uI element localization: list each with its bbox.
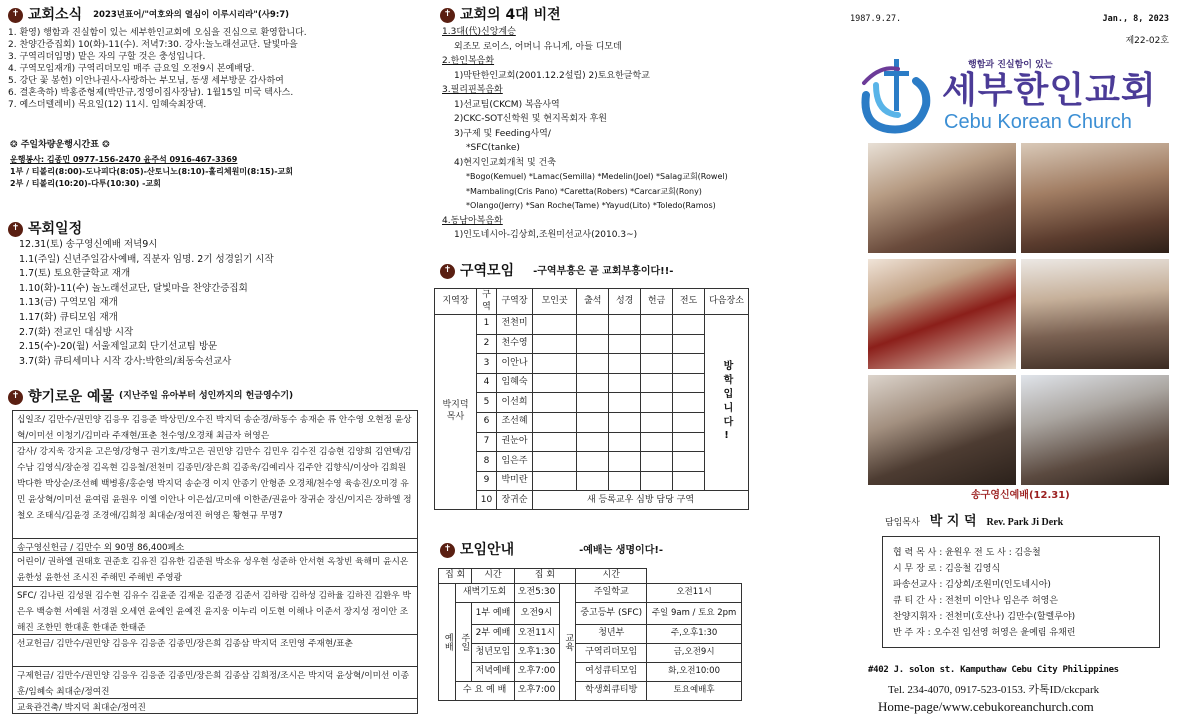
table-row: [435, 334, 749, 354]
offering-row: 구제헌금/ 김만수/권민양 김응우 김응준 김종민/장은희 김종삼 김희정/조시은 박지덕 윤상혁/이미선 이종훈/임혜숙 최대순/정여진: [13, 667, 417, 699]
district-empty-cell: [641, 315, 673, 335]
district-empty-cell: [673, 373, 705, 393]
cross-bullet-icon: ✝: [8, 222, 23, 237]
news-title: 교회소식: [28, 7, 83, 23]
table-row: [435, 491, 749, 510]
meet-name: 저녁예배: [472, 663, 514, 682]
district-empty-cell: [533, 354, 577, 374]
district-empty-cell: [641, 373, 673, 393]
district-empty-cell: [641, 452, 673, 472]
district-header-cell: 성경: [609, 289, 641, 315]
phone: Tel. 234-4070, 0917-523-0153. 카톡ID/ckcpark: [888, 684, 1100, 696]
vision-line: 4)현지인교회개척 및 건축: [454, 157, 556, 168]
worship-label: 예배: [439, 584, 456, 701]
table-row: [435, 452, 749, 472]
offering-row: 십일조/ 김만수/권민양 김응우 김응준 박상민/오수진 박지덕 송순경/하동수 송재순 류 안수영 오현정 윤상혁/이미선 이청기/김미라 주재현/표춘 천수영/오경채 최금자 허영은: [13, 411, 417, 443]
meet-header: 시간: [576, 569, 647, 584]
car-icon: ❂: [102, 140, 110, 150]
meetings-table: [438, 568, 742, 701]
vision-list: [442, 25, 837, 243]
issue-date: Jan., 8, 2023: [1102, 14, 1169, 24]
district-empty-cell: [609, 471, 641, 491]
district-header-cell: 전도: [673, 289, 705, 315]
district-empty-cell: [609, 393, 641, 413]
offering-row: 송구영신헌금 / 김만수 외 90명 86,400페소: [13, 539, 417, 553]
pastor-name: 박 지 덕: [929, 514, 977, 529]
district-empty-cell: [577, 412, 609, 432]
meet-time: 오전11시: [514, 625, 559, 644]
vision-line: 3.필리핀복음화: [442, 85, 503, 95]
district-empty-cell: [609, 334, 641, 354]
meet-name: 청년부: [576, 625, 647, 644]
district-empty-cell: [609, 373, 641, 393]
district-empty-cell: [641, 354, 673, 374]
table-row: [435, 432, 749, 452]
district-slogan: -구역부흥은 곧 교회부흥이다!!-: [533, 265, 674, 277]
district-empty-cell: [673, 354, 705, 374]
district-empty-cell: [641, 334, 673, 354]
district-empty-cell: [533, 452, 577, 472]
table-row: [439, 625, 742, 644]
district-empty-cell: [609, 452, 641, 472]
district-leader-name: 이선희: [497, 393, 533, 413]
district-leader-name: 조선혜: [497, 412, 533, 432]
meet-time: 오전11시: [647, 584, 742, 603]
staff-line: 시 무 장 로 : 김응철 김영식: [893, 564, 1001, 574]
motto: 2023년표어/"여호와의 열심이 이루시리라"(사9:7): [93, 9, 290, 20]
pastor-line: [885, 514, 1063, 531]
church-name-en: Cebu Korean Church: [944, 111, 1132, 133]
schedule-header: [8, 220, 82, 238]
meet-time: 주일 9am / 토요 2pm: [647, 603, 742, 625]
district-no: 8: [477, 452, 497, 472]
district-no: 3: [477, 354, 497, 374]
vehicle-line: 2부 / 티볼리(10:20)-다투(10:30) -교회: [10, 179, 161, 188]
vehicle-line: 1부 / 티볼리(8:00)-도나피다(8:05)-산토니노(8:10)-훌리체원미(8:15)-교회: [10, 167, 294, 176]
district-header: [440, 262, 673, 280]
table-row: [435, 354, 749, 374]
table-row: [435, 373, 749, 393]
district-title: 구역모임: [460, 263, 515, 279]
district-no: 2: [477, 334, 497, 354]
vehicle-header: [10, 140, 110, 152]
table-row: [439, 584, 742, 603]
worship-photo-4: [1021, 259, 1169, 369]
meet-header: 집 회: [439, 569, 472, 584]
district-leader-name: 임은주: [497, 452, 533, 472]
table-row: [435, 471, 749, 491]
district-empty-cell: [533, 432, 577, 452]
district-leader-name: 권눈아: [497, 432, 533, 452]
edu-label: 교육: [559, 584, 576, 701]
district-empty-cell: [673, 432, 705, 452]
middle-column: [432, 0, 837, 723]
schedule-item: 1.13(금) 구역모임 재개: [19, 297, 118, 309]
vision-line: 1)막탄한인교회(2001.12.2설립) 2)토요한글학교: [454, 70, 650, 81]
vacation-notice: 방학입니다!: [705, 315, 749, 491]
district-empty-cell: [641, 412, 673, 432]
district-header-cell: 구역: [477, 289, 497, 315]
meet-name: 구역리더모임: [576, 644, 647, 663]
district-empty-cell: [577, 334, 609, 354]
district-empty-cell: [577, 373, 609, 393]
sunday-label: 주일: [455, 603, 472, 682]
issue-number: 제22-02호: [1125, 36, 1169, 46]
worship-photo-6: [1021, 375, 1169, 485]
meet-name: 주일학교: [576, 584, 647, 603]
district-empty-cell: [577, 432, 609, 452]
district-no: 4: [477, 373, 497, 393]
pastor-name-en: Rev. Park Ji Derk: [986, 517, 1064, 528]
district-empty-cell: [673, 471, 705, 491]
offering-row: 감사/ 강지욱 강지윤 고은영/강형구 권기호/박고은 권민양 김만수 김민우 김수진 김승현 김양희 김연택/김수남 김영식/장순정 김옥현 김응철/전천미 김종민/장은희 김종욱/김예리사 김주안 김향식/이상아 김희원 박다한 박상순/조선혜 백병흥/홍순영 박지덕 송순경 이지 안종기 안형준 오경채/천수영 육송진/오미경 유민 윤상혁/이미선 윤여림 윤원우 이엘 이안나 이은섭/고미애 이한준/권윤아 장귀순 장신/이지은 장하엘 정철오 조태식/김윤경 조경애/김희정 최대순/정여진 허영은 황현규 무명7: [13, 443, 417, 539]
vision-line: 3)구제 및 Feeding사역/: [454, 128, 551, 139]
meet-time: 화,오전10:00: [647, 663, 742, 682]
district-leader-name: 천수영: [497, 334, 533, 354]
district-empty-cell: [533, 412, 577, 432]
meetings-header: [440, 541, 663, 559]
district-no: 7: [477, 432, 497, 452]
cross-bullet-icon: ✝: [440, 543, 455, 558]
cross-bullet-icon: ✝: [440, 264, 455, 279]
meet-name: 1부 예배: [472, 603, 514, 625]
cross-bullet-icon: ✝: [440, 8, 455, 23]
district-empty-cell: [673, 452, 705, 472]
district-header-cell: 지역장: [435, 289, 477, 315]
district-empty-cell: [673, 393, 705, 413]
offering-row: 선교헌금/ 김만수/권민양 김응우 김응준 김종민/장은희 김종삼 박지덕 조민영 주재현/표춘: [13, 635, 417, 667]
meet-name: 수 요 예 배: [455, 682, 514, 701]
district-no: 9: [477, 471, 497, 491]
meetings-slogan: -예배는 생명이다!-: [579, 544, 664, 556]
meet-header: 집 회: [514, 569, 576, 584]
district-empty-cell: [609, 432, 641, 452]
church-name-ko: 세부한인교회: [942, 70, 1157, 111]
district-leader-name: 임혜숙: [497, 373, 533, 393]
news-item: 3. 구역리더임명) 맡은 자의 구할 것은 충성입니다.: [8, 52, 206, 62]
district-header-cell: 다음장소: [705, 289, 749, 315]
vision-title: 교회의 4대 비젼: [460, 7, 561, 23]
news-item: 6. 결혼축하) 박홍준형제(박만규,정영이집사장남). 1월15일 미국 텍사스.: [8, 88, 294, 98]
district-no: 5: [477, 393, 497, 413]
cross-bullet-icon: ✝: [8, 390, 23, 405]
district-empty-cell: [609, 315, 641, 335]
district-leader-name: 이안나: [497, 354, 533, 374]
vision-line: *Olango(Jerry) *San Roche(Tame) *Yayud(Lito) *Toledo(Ramos): [466, 201, 716, 210]
vision-line: 2.한인복음화: [442, 56, 495, 66]
staff-line: 찬양지휘자 : 전천미(호산나) 김만수(할렐루야): [893, 612, 1076, 622]
table-row: [435, 315, 749, 335]
district-table: [434, 288, 749, 510]
vision-line: *Bogo(Kemuel) *Lamac(Semilla) *Medelin(Joel) *Salag교회(Rowel): [466, 172, 728, 181]
offering-row: 어린이/ 권하엘 권태호 권준호 김유진 김유한 김준원 박소유 성우현 성준하 안서현 옥창빈 육해미 윤시온 윤한성 윤한선 조시진 주해민 주해빈 주영광: [13, 553, 417, 587]
schedule-item: 1.10(화)-11(수) 놀노래선교단, 달빛마을 찬양간증집회: [19, 282, 248, 294]
church-tagline: 행함과 진실함이 있는: [968, 60, 1053, 70]
district-leader: 박지덕 목사: [435, 315, 477, 510]
district-leader-name: 장귀순: [497, 491, 533, 510]
district-no: 10: [477, 491, 497, 510]
meet-time: 오전9시: [514, 603, 559, 625]
vehicle-title: 주일차량운행시간표: [20, 140, 99, 150]
schedule-item: 1.7(토) 토요한글학교 재개: [19, 268, 131, 280]
schedule-item: 2.15(수)-20(월) 서울제일교회 단기선교팀 방문: [19, 341, 218, 353]
district-leader-name: 박미란: [497, 471, 533, 491]
table-row: [435, 412, 749, 432]
vision-line: 2)CKC-SOT신학원 및 현지목회자 후원: [454, 114, 607, 124]
founded-date: 1987.9.27.: [850, 14, 902, 24]
staff-line: 협 력 목 사 : 윤원우 전 도 사 : 김응철: [893, 548, 1041, 558]
district-empty-cell: [577, 315, 609, 335]
meet-name: 2부 예배: [472, 625, 514, 644]
district-empty-cell: [533, 334, 577, 354]
worship-photo-1: [868, 143, 1016, 253]
website-link[interactable]: Home-page/www.cebukoreanchurch.com: [878, 699, 1094, 714]
vision-line: 1.3대(代)신앙계승: [442, 27, 516, 37]
vehicle-list: [10, 154, 420, 190]
meet-time: 오전5:30: [514, 584, 559, 603]
pastor-label: 담임목사: [885, 518, 920, 528]
worship-photo-3: [868, 259, 1016, 369]
schedule-list: [19, 238, 419, 369]
right-column: [850, 0, 1177, 723]
district-header-cell: 헌금: [641, 289, 673, 315]
news-header: [8, 6, 289, 24]
meet-time: 주,오후1:30: [647, 625, 742, 644]
district-empty-cell: [673, 412, 705, 432]
offering-box: [12, 410, 418, 714]
news-item: 1. 환영) 행함과 진실함이 있는 세부한인교회에 오심을 진심으로 환영합니다.: [8, 28, 307, 38]
staff-line: 큐 티 간 사 : 전천미 이안나 임은주 허영은: [893, 596, 1059, 606]
meet-time: 오후7:00: [514, 682, 559, 701]
worship-photo-2: [1021, 143, 1169, 253]
district-empty-cell: [641, 471, 673, 491]
offering-row: 교육관건축/ 박지덕 최대순/정여진: [17, 703, 146, 713]
meet-time: 토요예배후: [647, 682, 742, 701]
district-empty-cell: [641, 432, 673, 452]
district-empty-cell: [577, 452, 609, 472]
church-logo-icon: [858, 55, 936, 135]
table-row: [439, 603, 742, 625]
meet-name: 학생회큐티방: [576, 682, 647, 701]
district-empty-cell: [609, 412, 641, 432]
vision-line: *SFC(tanke): [466, 143, 520, 153]
staff-line: 반 주 자 : 오수진 임선영 허영은 윤예림 유채린: [893, 628, 1076, 638]
schedule-item: 12.31(토) 송구영신예배 저녁9시: [19, 239, 158, 250]
table-row: [435, 393, 749, 413]
offering-header: [8, 388, 293, 406]
vision-line: 1)인도네시아-김상희,조원미선교사(2010.3~): [454, 230, 638, 240]
meet-time: 오후1:30: [514, 644, 559, 663]
schedule-item: 2.7(화) 전교인 대심방 시작: [19, 326, 134, 338]
offering-subtitle: (지난주일 유아부터 성인까지의 헌금영수기): [119, 391, 294, 402]
vehicle-line: 운행봉사: 김종민 0977-156-2470 윤주석 0916-467-3369: [10, 155, 238, 164]
district-empty-cell: [609, 354, 641, 374]
schedule-item: 3.7(화) 큐티세미나 시작 강사:박한의/최동숙선교사: [19, 355, 232, 367]
vision-line: 외조모 로이스, 어머니 유니게, 아들 디모데: [454, 41, 622, 52]
staff-line: 파송선교사 : 김상희/조원미(인도네시아): [893, 580, 1051, 590]
meet-name: 청년모임: [472, 644, 514, 663]
cross-bullet-icon: ✝: [8, 8, 23, 23]
district-empty-cell: [577, 393, 609, 413]
photo-caption: 송구영신예배(12.31): [971, 490, 1070, 501]
district-empty-cell: [533, 393, 577, 413]
vision-line: 1)선교팀(CKCM) 복음사역: [454, 99, 560, 110]
district-no: 6: [477, 412, 497, 432]
district-empty-cell: [673, 334, 705, 354]
address: #402 J. solon st. Kamputhaw Cebu City Philippines: [868, 665, 1119, 675]
district-empty-cell: [641, 393, 673, 413]
offering-row: SFC/ 김나린 김성원 김수현 김유수 김윤준 김재운 김준경 김준서 김하랑 김하성 김하율 김하진 김환우 박은우 백승현 서예원 서경원 오세연 윤예인 윤예진 윤지웅 이누리 이도현 이해나 이준서 장지성 정이안 조해진 조한민 한대훈 한대준 한태준: [13, 587, 417, 635]
news-item: 4. 구역모임재개) 구역리더모임 매주 금요일 오전9시 본예배당.: [8, 64, 255, 74]
schedule-title: 목회일정: [28, 221, 83, 237]
table-row: [439, 682, 742, 701]
district-empty-cell: [577, 471, 609, 491]
district-header-cell: 출석: [577, 289, 609, 315]
vision-line: 4.동남아복음화: [442, 215, 503, 226]
car-icon: ❂: [10, 140, 18, 150]
meet-name: 여성큐티모임: [576, 663, 647, 682]
schedule-item: 1.1(주일) 신년주일감사예배, 직분자 임명. 2기 성경읽기 시작: [19, 253, 274, 265]
vision-line: *Mambaling(Cris Pano) *Caretta(Robers) *Carcar교회(Rony): [466, 186, 702, 196]
district-empty-cell: [533, 373, 577, 393]
news-item: 2. 찬양간증집회) 10(화)-11(수). 저녁7:30. 강사:놀노래선교단. 달빛마을: [8, 40, 298, 50]
schedule-item: 1.17(화) 큐티모임 재개: [19, 311, 118, 323]
district-no: 1: [477, 315, 497, 335]
district-empty-cell: [577, 354, 609, 374]
district-empty-cell: [533, 315, 577, 335]
vision-header: [440, 6, 561, 24]
district-leader-name: 전천미: [497, 315, 533, 335]
table-row: [439, 663, 742, 682]
meet-time: 오후7:00: [514, 663, 559, 682]
worship-photo-5: [868, 375, 1016, 485]
meet-header: 시간: [472, 569, 514, 584]
district-empty-cell: [533, 471, 577, 491]
staff-box: [882, 536, 1160, 648]
meetings-title: 모임안내: [460, 542, 515, 558]
district-empty-cell: [673, 315, 705, 335]
news-list: [8, 27, 420, 111]
news-item: 5. 강단 꽃 봉헌) 이안나권사-사랑하는 부모님, 동생 세부방문 감사하여: [8, 76, 284, 86]
offering-title: 향기로운 예물: [28, 389, 115, 405]
table-row: [439, 644, 742, 663]
district-header-cell: 모인곳: [533, 289, 577, 315]
meet-time: 금,오전9시: [647, 644, 742, 663]
district-header-cell: 구역장: [497, 289, 533, 315]
district-note: 새 등록교우 심방 담당 구역: [533, 491, 749, 510]
meet-name: 새벽기도회: [455, 584, 514, 603]
meet-name: 중고등부 (SFC): [576, 603, 647, 625]
news-item: 7. 예스더텔레비) 목요일(12) 11시. 임혜숙최장댁.: [8, 100, 207, 110]
left-column: [0, 0, 422, 723]
